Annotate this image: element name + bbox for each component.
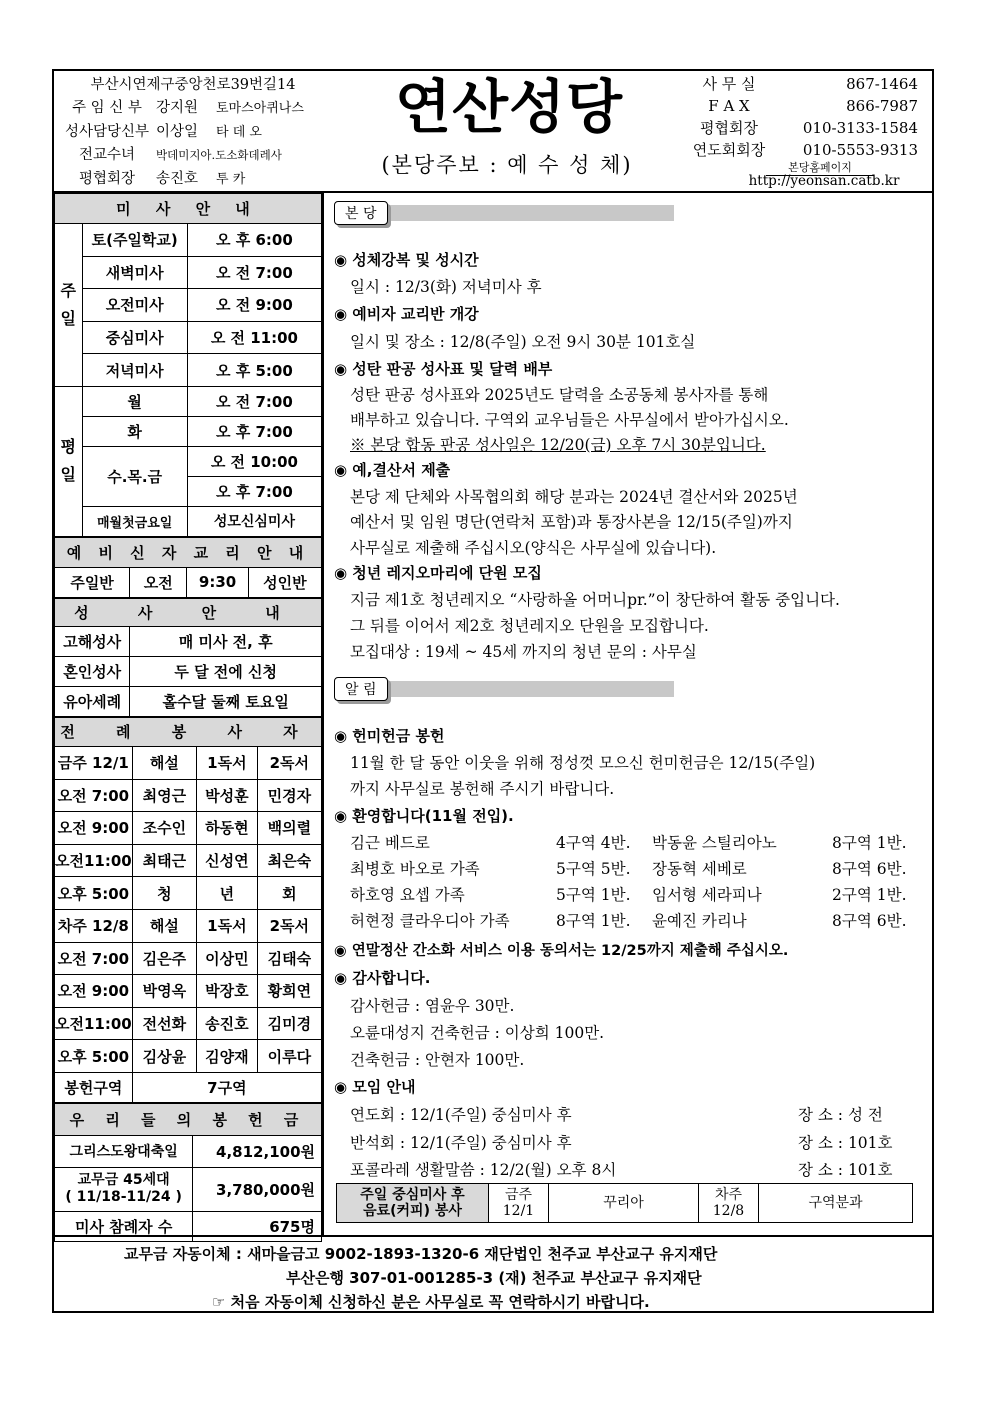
contact-row xyxy=(674,117,930,139)
staff-row xyxy=(58,97,328,121)
notice-line: 감사헌금 : 염윤우 30만. xyxy=(350,997,515,1015)
cell: 오전 7:00 xyxy=(55,942,133,975)
cell: 청 xyxy=(132,877,196,910)
notice-line: 건축헌금 : 안현자 100만. xyxy=(350,1051,525,1069)
cell: 김은주 xyxy=(132,942,196,975)
cell: 유아세례 xyxy=(55,686,130,716)
welcome-zone: 5구역 5반. xyxy=(556,860,631,878)
cell: 조수인 xyxy=(132,812,196,845)
section-header: 미 사 안 내 xyxy=(55,194,322,224)
welcome-zone: 2구역 1반. xyxy=(832,886,907,904)
contact-row xyxy=(674,95,930,117)
contact-label: 사 무 실 xyxy=(702,75,756,93)
notice-line: 성탄 판공 성사표와 2025년도 달력을 소공동체 봉사자를 통해 xyxy=(350,386,769,404)
offering-table xyxy=(54,1103,322,1242)
offering-label: 그리스도왕대축일 xyxy=(55,1135,193,1167)
serve-value: 꾸리아 xyxy=(549,1184,699,1223)
welcome-zone: 5구역 1반. xyxy=(556,886,631,904)
staff-row xyxy=(58,121,328,145)
staff-info xyxy=(58,73,328,191)
mass-name: 수.목.금 xyxy=(82,446,187,506)
offering-value: 675명 xyxy=(193,1211,322,1241)
cell: 오전11:00 xyxy=(55,844,133,877)
cell: 이상민 xyxy=(197,942,258,975)
meeting-where: 장 소 : 101호 xyxy=(798,1134,893,1152)
staff-row xyxy=(58,144,328,168)
cell: 오전 7:00 xyxy=(55,779,133,812)
staff-baptismal: 타 데 오 xyxy=(216,124,262,140)
section-tag: 알 림 xyxy=(334,677,388,701)
cell: 이루다 xyxy=(257,1040,321,1073)
notice-line: 모집대상 : 19세 ~ 45세 까지의 청년 문의 : 사무실 xyxy=(350,643,697,661)
cell: 1독서 xyxy=(197,909,258,942)
cell: 최은숙 xyxy=(257,844,321,877)
mass-time: 오 전 9:00 xyxy=(187,289,321,322)
cell: 오전 9:00 xyxy=(55,975,133,1008)
contact-value: 866-7987 xyxy=(846,97,918,115)
welcome-name: 윤예진 카리나 xyxy=(652,912,747,930)
welcome-zone: 8구역 1반. xyxy=(832,834,907,852)
mass-time: 오 후 6:00 xyxy=(187,224,321,257)
offering-value: 4,812,100원 xyxy=(193,1135,322,1167)
contact-value: 010-5553-9313 xyxy=(802,141,918,159)
notice-title: ◉ 감사합니다. xyxy=(334,969,431,987)
section-header: 성 사 안 내 xyxy=(55,598,322,626)
staff-name: 송진호 xyxy=(156,170,199,187)
mass-time: 성모신심미사 xyxy=(187,506,321,536)
address: 부산시연제구중앙천로39번길14 xyxy=(90,77,296,93)
notice-title: ◉ 헌미헌금 봉헌 xyxy=(334,727,445,745)
cell: 박장호 xyxy=(197,975,258,1008)
mass-name: 저녁미사 xyxy=(82,354,187,387)
mass-time: 오 전 11:00 xyxy=(187,321,321,354)
notice-line: 본당 제 단체와 사목협의회 해당 분과는 2024년 결산서와 2025년 xyxy=(350,488,798,506)
cell: 홀수달 둘째 토요일 xyxy=(130,686,322,716)
cell: 혼인성사 xyxy=(55,656,130,686)
welcome-zone: 8구역 1반. xyxy=(556,912,631,930)
section-header: 예 비 신 자 교 리 안 내 xyxy=(55,537,322,567)
cell: 두 달 전에 신청 xyxy=(130,656,322,686)
staff-row xyxy=(58,168,328,192)
mass-time: 오 전 7:00 xyxy=(187,386,321,416)
meeting-what: 반석회 : 12/1(주일) 중심미사 후 xyxy=(350,1134,572,1152)
cell: 김태숙 xyxy=(257,942,321,975)
cell: 신성연 xyxy=(197,844,258,877)
cell: 민경자 xyxy=(257,779,321,812)
section-tag: 본 당 xyxy=(334,201,388,225)
welcome-zone: 4구역 4반. xyxy=(556,834,631,852)
cell: 하동현 xyxy=(197,812,258,845)
notice-line: 그 뒤를 이어서 제2호 청년레지오 단원을 모집합니다. xyxy=(350,617,709,635)
notice-line: 사무실로 제출해 주십시오(양식은 사무실에 있습니다). xyxy=(350,539,717,557)
cell: 주일반 xyxy=(55,567,130,597)
footer-line: 교무금 자동이체 : 새마을금고 9002-1893-1320-6 재단법인 천주교 부산교구 유지재단 xyxy=(124,1245,718,1263)
cell: 2독서 xyxy=(257,746,321,779)
coffee-service-table xyxy=(336,1183,913,1223)
notice-title: ◉ 청년 레지오마리에 단원 모집 xyxy=(334,564,542,582)
notice-line: 배부하고 있습니다. 구역외 교우님들은 사무실에서 받아가십시오. xyxy=(350,411,789,429)
mass-time: 오 전 10:00 xyxy=(187,446,321,476)
meeting-what: 연도회 : 12/1(주일) 중심미사 후 xyxy=(350,1106,572,1124)
contact-info xyxy=(674,73,930,161)
mass-name: 새벽미사 xyxy=(82,256,187,289)
notice-title: ◉ 예비자 교리반 개강 xyxy=(334,305,479,323)
section-header: 우 리 들 의 봉 헌 금 xyxy=(55,1103,322,1135)
serve-week: 금주 12/1 xyxy=(489,1184,549,1223)
staff-name: 강지원 xyxy=(156,100,199,116)
welcome-name: 박동윤 스틸리아노 xyxy=(652,834,777,852)
notice-title: ◉ 성체강복 및 성시간 xyxy=(334,251,479,269)
notice-line: 일시 및 장소 : 12/8(주일) 오전 9시 30분 101호실 xyxy=(350,333,696,351)
cell: 성인반 xyxy=(248,567,321,597)
staff-baptismal: 투 카 xyxy=(216,171,246,187)
weekday-label: 평 일 xyxy=(55,386,83,536)
sunday-label: 주 일 xyxy=(55,224,83,387)
footer-line: ☞ 처음 자동이체 신청하신 분은 사무실로 꼭 연락하시기 바랍니다. xyxy=(212,1293,650,1311)
welcome-name: 허현정 클라우디아 가족 xyxy=(350,912,510,930)
cell: 황희연 xyxy=(257,975,321,1008)
left-column xyxy=(54,193,324,1235)
notice-line: ※ 본당 합동 판공 성사일은 12/20(금) 오후 7시 30분입니다. xyxy=(350,436,766,454)
welcome-name: 임서형 세라피나 xyxy=(652,886,762,904)
page-subtitle: (본당주보 : 예 수 성 체) xyxy=(381,153,633,177)
cell: 김양재 xyxy=(197,1040,258,1073)
mass-time: 오 전 7:00 xyxy=(187,256,321,289)
mass-name: 매월첫금요일 xyxy=(82,506,187,536)
staff-baptismal: 박데미지아.도소화데레사 xyxy=(156,148,282,162)
section-header: 전 례 봉 사 자 xyxy=(55,717,322,746)
footer xyxy=(54,1235,932,1311)
staff-role: 전교수녀 xyxy=(78,147,136,163)
cell: 최태근 xyxy=(132,844,196,877)
cell: 송진호 xyxy=(197,1007,258,1040)
offering-zone-value: 7구역 xyxy=(132,1072,321,1102)
cell: 김미경 xyxy=(257,1007,321,1040)
meeting-where: 장 소 : 101호 xyxy=(798,1161,893,1179)
notice-line: 까지 사무실로 봉헌해 주시기 바랍니다. xyxy=(350,780,615,798)
welcome-name: 최병호 바오로 가족 xyxy=(350,860,480,878)
contact-label: F A X xyxy=(708,97,750,115)
cell: 오후 5:00 xyxy=(55,877,133,910)
sacrament-table xyxy=(54,598,322,717)
notice-title: ◉ 모임 안내 xyxy=(334,1078,416,1096)
cell: 회 xyxy=(257,877,321,910)
cell: 최영근 xyxy=(132,779,196,812)
cell: 오후 5:00 xyxy=(55,1040,133,1073)
notice-line: 일시 : 12/3(화) 저녁미사 후 xyxy=(350,278,542,296)
cell: 박성훈 xyxy=(197,779,258,812)
mass-time: 오 후 7:00 xyxy=(187,476,321,506)
notice-title: ◉ 환영합니다(11월 전입). xyxy=(334,807,514,825)
welcome-zone: 8구역 6반. xyxy=(832,912,907,930)
staff-role: 성사담당신부 xyxy=(64,123,150,140)
cell: 1독서 xyxy=(197,746,258,779)
notice-title: ◉ 예,결산서 제출 xyxy=(334,461,451,479)
mass-name: 중심미사 xyxy=(82,321,187,354)
contact-value: 867-1464 xyxy=(846,75,918,93)
cell: 백의렬 xyxy=(257,812,321,845)
contact-value: 010-3133-1584 xyxy=(802,119,918,137)
offering-label: 교무금 45세대 ( 11/18-11/24 ) xyxy=(55,1167,193,1211)
offering-zone-label: 봉헌구역 xyxy=(55,1072,133,1102)
serve-value: 구역분과 xyxy=(759,1184,913,1223)
notice-title: ◉ 성탄 판공 성사표 및 달력 배부 xyxy=(334,360,553,378)
cell: 해설 xyxy=(132,746,196,779)
contact-label: 연도회회장 xyxy=(692,141,766,159)
staff-baptismal: 토마스아퀴나스 xyxy=(216,101,304,116)
notice-line: 11월 한 달 동안 이웃을 위해 정성껏 모으신 헌미헌금은 12/15(주일) xyxy=(350,754,816,772)
staff-name: 이상일 xyxy=(156,123,199,140)
meeting-where: 장 소 : 성 전 xyxy=(798,1106,883,1124)
page-title: 연산성당 xyxy=(394,73,624,141)
mass-schedule-table xyxy=(54,193,322,537)
footer-line: 부산은행 307-01-001285-3 (재) 천주교 부산교구 유지재단 xyxy=(286,1269,702,1287)
cell: 박영옥 xyxy=(132,975,196,1008)
cell: 오전11:00 xyxy=(55,1007,133,1040)
cell: 2독서 xyxy=(257,909,321,942)
notice-line: 예산서 및 임원 명단(연락처 포함)과 통장사본을 12/15(주일)까지 xyxy=(350,513,793,531)
welcome-name: 장동혁 세베로 xyxy=(652,860,747,878)
catechumen-table xyxy=(54,537,322,598)
homepage-label: 본당홈페이지 xyxy=(766,159,874,176)
week-label: 차주 12/8 xyxy=(55,909,133,942)
cell: 김상윤 xyxy=(132,1040,196,1073)
offering-value: 3,780,000원 xyxy=(193,1167,322,1211)
cell: 고해성사 xyxy=(55,626,130,656)
homepage-link[interactable]: http://yeonsan.catb.kr xyxy=(748,173,900,189)
cell: 매 미사 전, 후 xyxy=(130,626,322,656)
contact-label: 평협회장 xyxy=(700,119,758,137)
mass-name: 오전미사 xyxy=(82,289,187,322)
staff-role: 평협회장 xyxy=(78,170,136,187)
header xyxy=(54,71,932,193)
mass-time: 오 후 5:00 xyxy=(187,354,321,387)
welcome-name: 김근 베드로 xyxy=(350,834,430,852)
staff-role: 주 임 신 부 xyxy=(72,100,142,116)
week-label: 금주 12/1 xyxy=(55,746,133,779)
cell: 년 xyxy=(197,877,258,910)
contact-row xyxy=(674,139,930,161)
cell: 해설 xyxy=(132,909,196,942)
bulletin-page xyxy=(52,69,934,1313)
cell: 9:30 xyxy=(187,567,248,597)
cell: 오전 9:00 xyxy=(55,812,133,845)
mass-name: 월 xyxy=(82,386,187,416)
offering-label: 미사 참례자 수 xyxy=(55,1211,193,1241)
cell: 전선화 xyxy=(132,1007,196,1040)
notice-line: 지금 제1호 청년레지오 “사랑하올 어머니pr.”이 창단하여 활동 중입니다. xyxy=(350,591,840,609)
contact-row xyxy=(674,73,930,95)
mass-name: 토(주일학교) xyxy=(82,224,187,257)
serve-week: 차주 12/8 xyxy=(699,1184,759,1223)
cell: 오전 xyxy=(130,567,187,597)
serve-label: 주일 중심미사 후 음료(커피) 봉사 xyxy=(337,1184,489,1223)
mass-time: 오 후 7:00 xyxy=(187,416,321,446)
mass-name: 화 xyxy=(82,416,187,446)
notice-line: 오륜대성지 건축헌금 : 이상희 100만. xyxy=(350,1024,605,1042)
liturgy-table xyxy=(54,717,322,1103)
welcome-name: 하호영 요셉 가족 xyxy=(350,886,465,904)
notices-column xyxy=(326,193,932,1235)
notice-title: ◉ 연말정산 간소화 서비스 이용 동의서는 12/25까지 제출해 주십시오. xyxy=(334,943,789,959)
welcome-zone: 8구역 6반. xyxy=(832,860,907,878)
meeting-what: 포콜라레 생활말씀 : 12/2(월) 오후 8시 xyxy=(350,1161,617,1179)
